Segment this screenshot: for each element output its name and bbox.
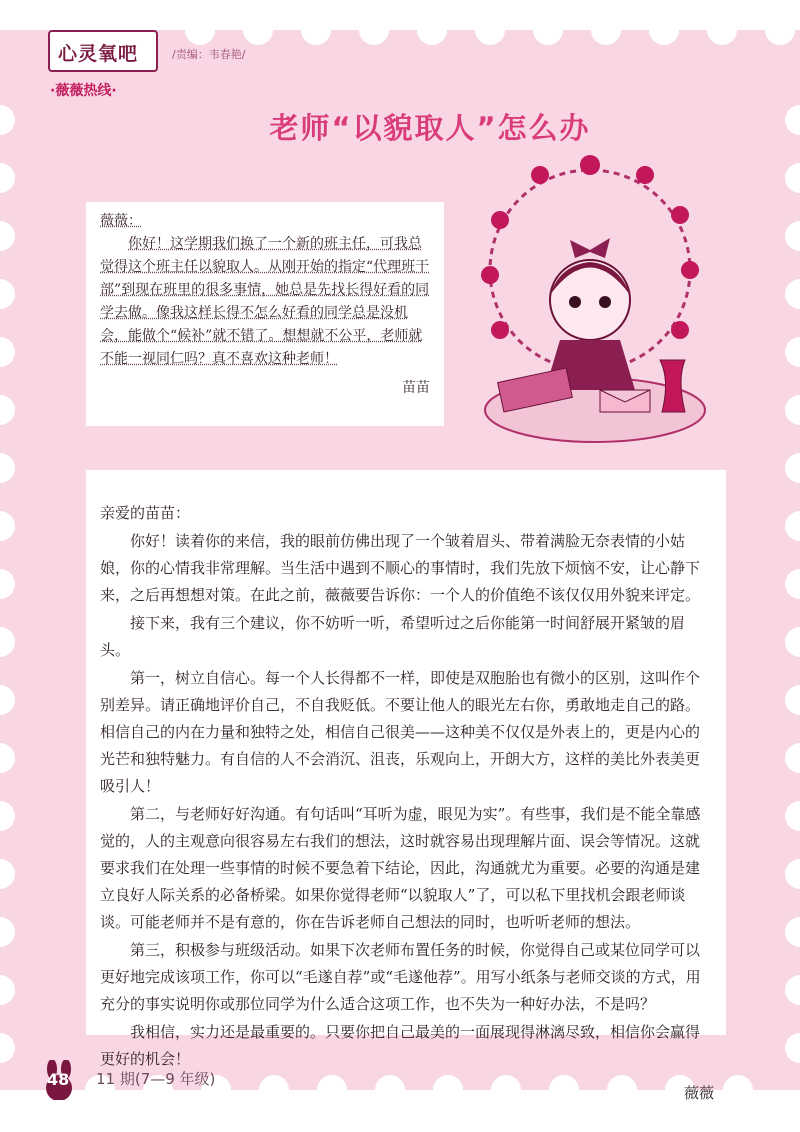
girl-face-icon [550,260,630,340]
reader-letter [86,202,444,426]
perforation-hole [301,15,331,45]
perforation-hole [765,15,795,45]
issue-label: 11 期(7—9 年级) [96,1070,216,1088]
perforation-hole [707,15,737,45]
section-tab [48,30,158,72]
perforation-hole [475,15,505,45]
reader-letter-salutation: 薇薇： [100,213,142,229]
section-tab-label: 心灵氧吧 [58,43,139,65]
reply-paragraph: 第三，积极参与班级活动。如果下次老师布置任务的时候，你觉得自己或某位同学可以更好地完成该项工作，你可以“毛遂自荐”或“毛遂他荐”。用写小纸条与老师交谈的方式，用充分的事实说明你或那位同学为什么适合这项工作，也不失为一种好办法，不是吗？ [100,941,701,1013]
perforation-hole [185,15,215,45]
editor-credit: /责编：韦春艳/ [172,48,246,61]
perforation-hole [591,15,621,45]
reply-paragraph: 接下来，我有三个建议，你不妨听一听，希望听过之后你能第一时间舒展开紧皱的眉头。 [100,614,686,659]
reply-paragraph: 你好！读着你的来信，我的眼前仿佛出现了一个皱着眉头、带着满脸无奈表情的小姑娘，你的心情我非常理解。当生活中遇到不顺心的事情时，我们先放下烦恼不安，让心静下来，之后再想想对策。在此之前，薇薇要告诉你：一个人的价值绝不该仅仅用外貌来评定。 [100,532,701,604]
reply-paragraph: 第二，与老师好好沟通。有句话叫“耳听为虚，眼见为实”。有些事，我们是不能全靠感觉的，人的主观意向很容易左右我们的想法，这时就容易出现理解片面、误会等情况。这就要求我们在处理一些事情的时候不要急着下结论，因此，沟通就尤为重要。必要的沟通是建立良好人际关系的必备桥梁。如果你觉得老师“以貌取人”了，可以私下里找机会跟老师谈谈。可能老师并不是有意的，你在告诉老师自己想法的同时，也听听老师的想法。 [100,805,701,931]
reader-letter-signature: 苗苗 [402,380,430,396]
reply-salutation: 亲爱的苗苗： [100,504,191,522]
reply-paragraph: 第一，树立自信心。每一个人长得都不一样，即使是双胞胎也有微小的区别，这叫作个别差异。请正确地评价自己，不自我贬低。不要让他人的眼光左右你，勇敢地走自己的路。相信自己的内在力量和独特之处，相信自己很美——这种美不仅仅是外表上的，更是内心的光芒和独特魅力。有自信的人不会消沉、沮丧，乐观向上，开朗大方，这样的美比外表美更吸引人！ [100,669,701,795]
perforation-hole [359,15,389,45]
perforation-hole [649,15,679,45]
girl-illustration [470,150,720,450]
article-title: 老师“以貌取人”怎么办 [269,111,591,145]
perforation-hole [417,15,447,45]
perforation-hole [533,15,563,45]
perforation-hole [243,15,273,45]
reply-signature: 薇薇 [683,1084,714,1102]
column-name: ·薇薇热线· [50,83,117,99]
perforation-hole [723,1075,753,1105]
page-number: 48 [47,1070,70,1089]
reply-paragraph: 我相信，实力还是最重要的。只要你把自己最美的一面展现得淋漓尽致，相信你会赢得更好的机会！ [100,1023,701,1068]
reader-letter-body: 你好！这学期我们换了一个新的班主任，可我总觉得这个班主任以貌取人。从刚开始的指定“代理班干部”到现在班里的很多事情，她总是先找长得好看的同学去做。像我这样长得不怎么好看的同学总是没机会，能做个“候补”就不错了。想想就不公平，老师就不能一视同仁吗？真不喜欢这种老师！ [100,236,430,367]
hair-bow-icon [570,238,610,258]
